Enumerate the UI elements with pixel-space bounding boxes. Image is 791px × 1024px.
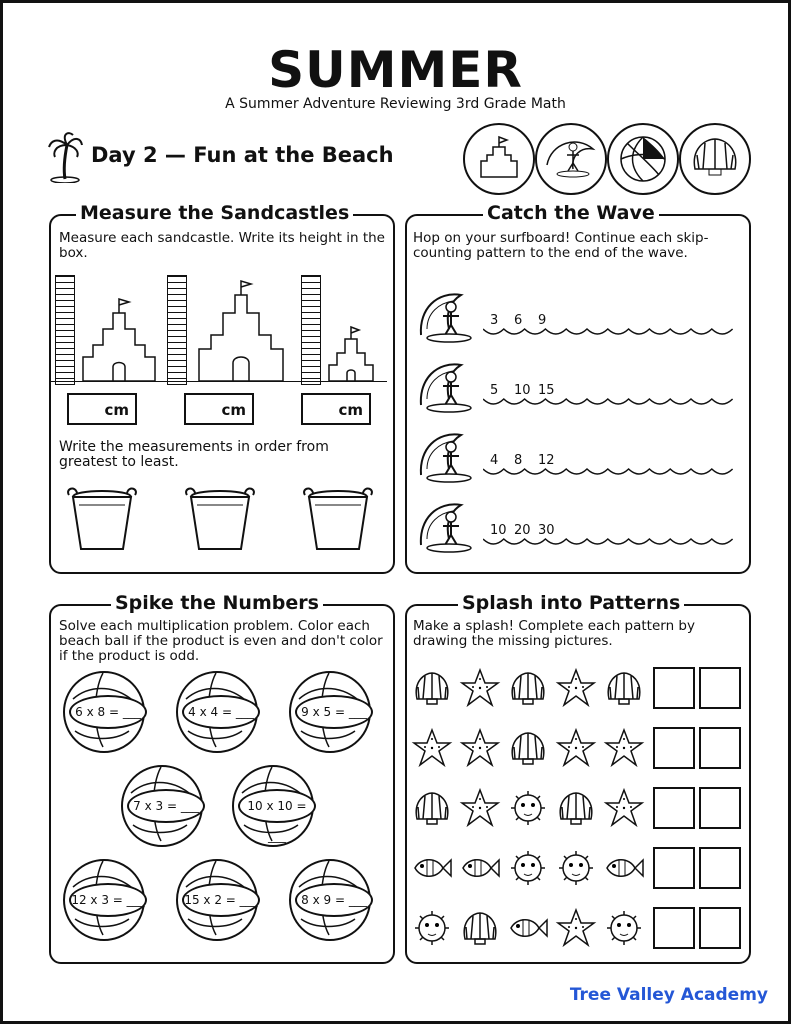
seashell-icon — [679, 123, 751, 195]
palm-tree-icon — [47, 131, 83, 183]
star-icon — [555, 727, 597, 769]
shell-icon — [507, 727, 549, 769]
pattern-answer-box[interactable] — [699, 727, 741, 769]
panel-title-sandcastles: Measure the Sandcastles — [76, 202, 353, 224]
ruler-3 — [301, 275, 321, 385]
sandcastle-2-icon — [195, 279, 287, 383]
multiplication-problem[interactable]: 10 x 10 = ___ — [238, 789, 316, 823]
pattern-number: 15 — [538, 383, 555, 398]
height-answer-box-3[interactable]: cm — [301, 393, 371, 425]
pattern-number: 8 — [514, 453, 523, 468]
multiplication-problem[interactable]: 8 x 9 = ___ — [295, 883, 373, 917]
ruler-2 — [167, 275, 187, 385]
pattern-answer-box[interactable] — [653, 727, 695, 769]
star-icon — [459, 787, 501, 829]
pattern-number: 5 — [490, 383, 499, 398]
pattern-number: 4 — [490, 453, 499, 468]
brand-logo: Tree Valley Academy — [569, 985, 768, 1005]
multiplication-problem[interactable]: 4 x 4 = ___ — [182, 695, 260, 729]
surfer-icon — [415, 355, 475, 421]
pattern-number: 12 — [538, 453, 555, 468]
splash-instruction: Make a splash! Complete each pattern by drawing the missing pictures. — [413, 618, 695, 649]
surfer-icon — [415, 285, 475, 351]
pattern-number: 10 — [490, 523, 507, 538]
pattern-number: 30 — [538, 523, 555, 538]
bucket-1-icon[interactable] — [65, 481, 139, 553]
bucket-2-icon[interactable] — [183, 481, 257, 553]
pattern-answer-box[interactable] — [653, 847, 695, 889]
page-subtitle: A Summer Adventure Reviewing 3rd Grade Math — [225, 96, 566, 112]
order-instruction: Write the measurements in order from greatest to least. — [59, 439, 329, 470]
shell-icon — [507, 667, 549, 709]
shell-icon — [459, 907, 501, 949]
ruler-1 — [55, 275, 75, 385]
day-heading: Day 2 — Fun at the Beach — [91, 143, 394, 167]
multiplication-problem[interactable]: 6 x 8 = ___ — [69, 695, 147, 729]
pattern-answer-box[interactable] — [699, 667, 741, 709]
star-icon — [459, 727, 501, 769]
pattern-answer-box[interactable] — [653, 787, 695, 829]
shell-icon — [411, 787, 453, 829]
fish-icon — [459, 847, 501, 889]
pattern-answer-box[interactable] — [699, 907, 741, 949]
surfer-icon — [415, 495, 475, 561]
star-icon — [459, 667, 501, 709]
star-icon — [555, 907, 597, 949]
wave-instruction: Hop on your surfboard! Continue each skip-counting pattern to the end of the wave. — [413, 230, 709, 261]
surfer-icon — [535, 123, 607, 195]
sandcastle-icon — [463, 123, 535, 195]
pattern-number: 10 — [514, 383, 531, 398]
multiplication-problem[interactable]: 12 x 3 = ___ — [69, 883, 147, 917]
spike-instruction: Solve each multiplication problem. Color each beach ball if the product is even and don't color if the product is odd. — [59, 618, 383, 664]
fish-icon — [603, 847, 645, 889]
shell-icon — [555, 787, 597, 829]
puffer-icon — [411, 907, 453, 949]
multiplication-problem[interactable]: 15 x 2 = ___ — [182, 883, 260, 917]
pattern-answer-box[interactable] — [699, 787, 741, 829]
pattern-number: 9 — [538, 313, 547, 328]
sandcastle-1-icon — [79, 293, 159, 383]
multiplication-problem[interactable]: 7 x 3 = ___ — [127, 789, 205, 823]
shell-icon — [411, 667, 453, 709]
surfer-icon — [415, 425, 475, 491]
star-icon — [603, 727, 645, 769]
fish-icon — [411, 847, 453, 889]
puffer-icon — [555, 847, 597, 889]
sandcastles-instruction: Measure each sandcastle. Write its height in the box. — [59, 230, 385, 261]
panel-title-spike: Spike the Numbers — [111, 592, 323, 614]
ground-line — [51, 381, 387, 382]
pattern-number: 20 — [514, 523, 531, 538]
puffer-icon — [603, 907, 645, 949]
pattern-answer-box[interactable] — [653, 667, 695, 709]
bucket-3-icon[interactable] — [301, 481, 375, 553]
sandcastle-3-icon — [327, 321, 375, 383]
panel-title-splash: Splash into Patterns — [458, 592, 684, 614]
pattern-answer-box[interactable] — [653, 907, 695, 949]
pattern-number: 6 — [514, 313, 523, 328]
height-answer-box-2[interactable]: cm — [184, 393, 254, 425]
pattern-answer-box[interactable] — [699, 847, 741, 889]
pattern-number: 3 — [490, 313, 499, 328]
star-icon — [411, 727, 453, 769]
multiplication-problem[interactable]: 9 x 5 = ___ — [295, 695, 373, 729]
fish-icon — [507, 907, 549, 949]
beach-ball-icon — [607, 123, 679, 195]
shell-icon — [603, 667, 645, 709]
star-icon — [555, 667, 597, 709]
panel-title-wave: Catch the Wave — [483, 202, 659, 224]
puffer-icon — [507, 787, 549, 829]
puffer-icon — [507, 847, 549, 889]
page-title: SUMMER — [268, 41, 523, 99]
height-answer-box-1[interactable]: cm — [67, 393, 137, 425]
star-icon — [603, 787, 645, 829]
